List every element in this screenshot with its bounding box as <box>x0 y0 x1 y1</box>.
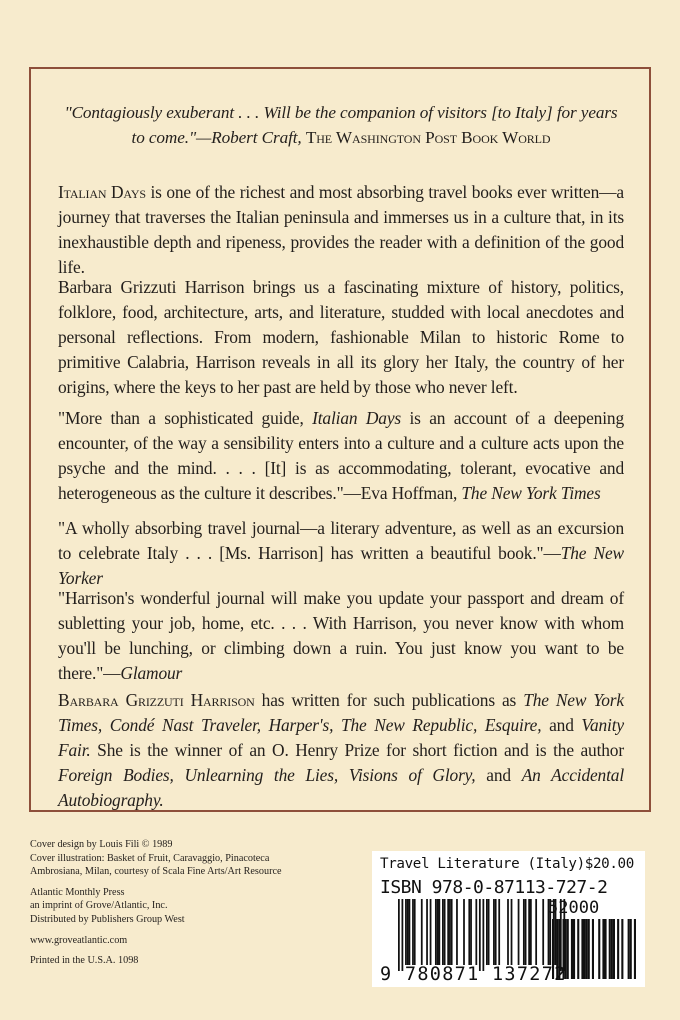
barcode-bar <box>528 899 530 965</box>
barcode-bar <box>511 899 513 965</box>
addon-barcode-bar <box>586 919 588 979</box>
printed-in: Printed in the U.S.A. 1098 <box>30 955 139 967</box>
addon-barcode-bar <box>605 919 607 979</box>
review-glamour: "Harrison's wonderful journal will make you update your passport and dream of subletting your job, home, etc. . . . With Harrison, you never know with whom you'll be lunching, or climbing down a ruin. You just know you want to be there."—Glamour <box>58 588 624 683</box>
review-source: The New York Times <box>461 483 601 503</box>
addon-barcode-bar <box>584 919 586 979</box>
addon-barcode-bar <box>573 919 575 979</box>
cover-illustration-credit: Ambrosiana, Milan, courtesy of Scala Fine Arts/Art Resource <box>30 866 282 878</box>
website: www.groveatlantic.com <box>30 934 128 946</box>
barcode-bar <box>525 899 527 965</box>
publisher-line: an imprint of Grove/Atlantic, Inc. <box>30 900 168 912</box>
price-code: 52000 <box>548 898 600 918</box>
barcode-bar <box>426 899 428 965</box>
barcode-bar <box>542 899 544 965</box>
addon-barcode-bar <box>567 919 569 979</box>
barcode-bar <box>535 899 537 965</box>
addon-barcode-bar <box>588 919 590 979</box>
addon-barcode-bar <box>581 919 583 979</box>
barcode-bar <box>479 899 481 971</box>
barcode-bar <box>530 899 532 965</box>
addon-barcode-bar <box>598 919 600 979</box>
book-title: Italian Days <box>58 182 146 202</box>
publisher-line: Distributed by Publishers Group West <box>30 913 185 925</box>
barcode-bar <box>451 899 453 965</box>
barcode-bar <box>523 899 525 965</box>
barcode-bar <box>463 899 465 965</box>
barcode-bar <box>412 899 414 965</box>
addon-barcode-bar <box>571 919 573 979</box>
review-source: Glamour <box>120 663 183 683</box>
description-paragraph-2: Barbara Grizzuti Harrison brings us a fascinating mixture of history, politics, folklore, food, architecture, arts, and literature, studded with local anecdotes and personal reflections. From modern, fashionable Milan to historic Rome to primitive Calabria, Harrison reveals in all its glory her Italy, the country of her origins, where the keys to her past are held by those who never left. <box>58 277 624 397</box>
barcode-bar <box>442 899 444 965</box>
barcode-bar <box>449 899 451 965</box>
ean-digits: 9 780871 137272 <box>380 964 567 985</box>
barcode-bar <box>444 899 446 965</box>
barcode-bar <box>493 899 495 965</box>
barcode-bar <box>447 899 449 965</box>
barcode-bar <box>498 899 500 965</box>
addon-barcode-bar <box>592 919 594 979</box>
addon-barcode-bar <box>628 919 630 979</box>
barcode-bar <box>398 899 400 971</box>
barcode-bar <box>470 899 472 965</box>
pull-quote-author: Robert Craft, <box>211 128 302 147</box>
addon-barcode-bar <box>577 919 579 979</box>
barcode-bar <box>475 899 477 965</box>
credits-block <box>30 838 350 968</box>
pull-quote <box>58 100 624 150</box>
barcode-bar <box>495 899 497 965</box>
barcode-bar <box>482 899 484 971</box>
cover-design-credit: Cover design by Louis Fili © 1989 <box>30 839 173 850</box>
barcode-bar <box>507 899 509 965</box>
publisher-line: Atlantic Monthly Press <box>30 886 125 898</box>
pull-quote-text: "Contagiously exuberant . . . Will be the companion of visitors [to Italy] for years to come."— <box>64 103 618 147</box>
barcode-bar <box>414 899 416 965</box>
isbn: ISBN 978-0-87113-727-2 <box>380 877 608 898</box>
barcode-label <box>372 851 645 987</box>
barcode-bar <box>437 899 439 965</box>
author-name: Barbara Grizzuti Harrison <box>58 690 255 710</box>
barcode-bar <box>456 899 458 965</box>
barcode-bar <box>486 899 488 965</box>
barcode-bar <box>409 899 411 965</box>
addon-barcode-bar <box>602 919 604 979</box>
barcode-bar <box>518 899 520 965</box>
pull-quote-publication: The Washington Post Book World <box>305 128 551 147</box>
addon-barcode-bar <box>609 919 611 979</box>
review-new-yorker: "A wholly absorbing travel journal—a literary adventure, as well as an excursion to celebrate Italy . . . [Ms. Harrison] has written a beautiful book."—The New Yorker <box>58 518 624 588</box>
barcode-bar <box>402 899 404 971</box>
review-source: The New Yorker <box>58 543 624 588</box>
addon-barcode-bar <box>617 919 619 979</box>
addon-barcode-bar <box>613 919 615 979</box>
barcode-bar <box>405 899 407 965</box>
barcode-bar <box>438 899 440 965</box>
barcode-bar <box>435 899 437 965</box>
review-hoffman: "More than a sophisticated guide, Italian Days is an account of a deepening encounter, of the way a sensibility enters into a culture and a culture acts upon the psyche and the mind. . . . [It] is as accommodating, tolerant, evocative and heterogeneous as the culture it describes."—Eva Hoffman, The New York Times <box>58 408 624 503</box>
barcode-bar <box>421 899 423 965</box>
barcode-bar <box>468 899 470 965</box>
description-paragraph-1: Italian Days is one of the richest and most absorbing travel books ever written—a journey that traverses the Italian peninsula and immerses us in a culture that, in its inexhaustible depth and ripeness, provides the reader with a definition of the good life. <box>58 182 624 277</box>
barcode-bar <box>488 899 490 965</box>
barcode-bar <box>430 899 432 965</box>
category-price: Travel Literature (Italy)$20.00 <box>380 856 634 872</box>
addon-barcode-bar <box>611 919 613 979</box>
cover-illustration-credit: Cover illustration: Basket of Fruit, Caravaggio, Pinacoteca <box>30 852 270 864</box>
addon-barcode-bar <box>634 919 636 979</box>
addon-barcode-bar <box>621 919 623 979</box>
addon-barcode-bar <box>630 919 632 979</box>
author-bio: Barbara Grizzuti Harrison has written for such publications as The New York Times, Condé Nast Traveler, Harper's, The New Republic, Esquire, and Vanity Fair. She is the winner of an O. Henry Prize for short fiction and is the author Foreign Bodies, Unlearning the Lies, Visions of Glory, and An Accidental Autobiography. <box>58 690 625 810</box>
barcode-bar <box>407 899 409 965</box>
